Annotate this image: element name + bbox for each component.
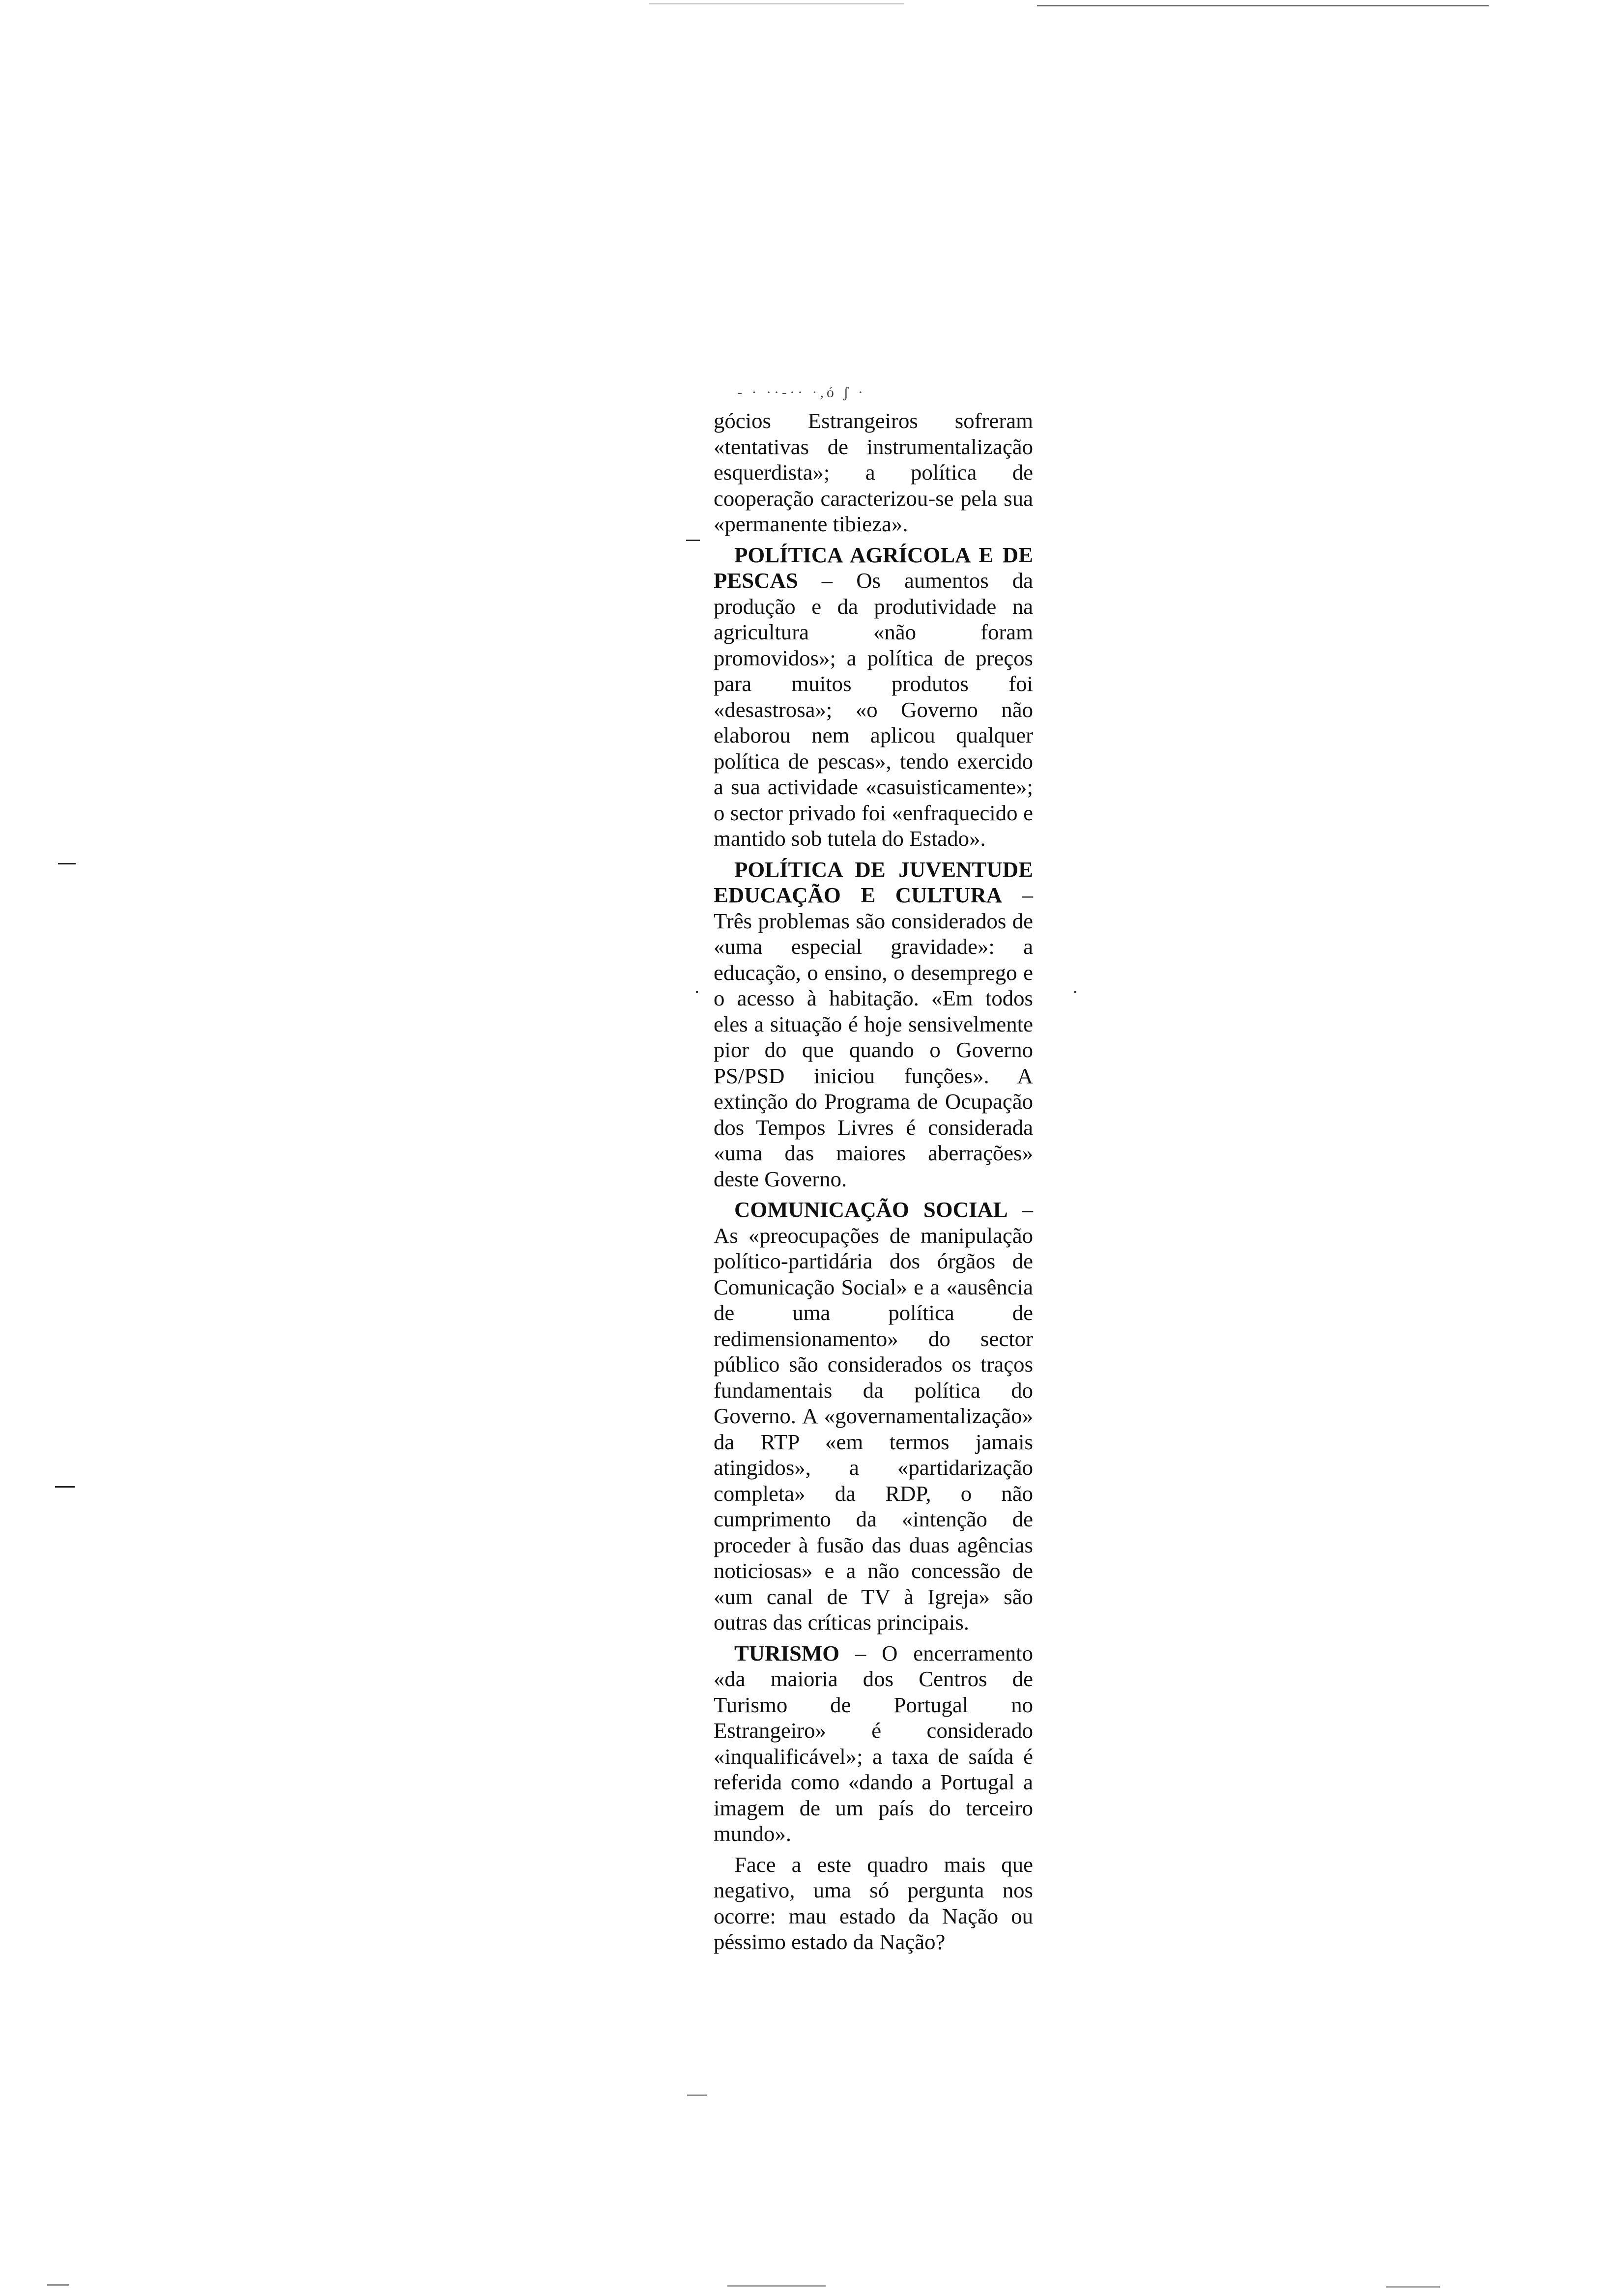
- margin-speck: [686, 540, 700, 541]
- paragraph-text: – O encerramento «da maioria dos Centros de Turismo de Portugal no Estrangeiro» é considerado «inqualificável»; a taxa de saída é referida como «dando a Portugal a imagem de um país do terceiro mundo».: [714, 1640, 1033, 1846]
- paragraph-text: – Os aumentos da produção e da produtividade na agricultura «não foram promovidos»; a política de preços para muitos produtos foi «desastrosa»; «o Governo não elaborou nem aplicou qualquer política de pescas», tendo exercido a sua actividade «casuisticamente»; o sector privado foi «enfraquecido e mantido sob tutela do Estado».: [714, 568, 1033, 851]
- section-heading: COMUNICAÇÃO SOCIAL: [734, 1197, 1008, 1222]
- margin-speck: [58, 863, 76, 864]
- paragraph-text: gócios Estrangeiros sofreram «tentativas de instrumentalização esquerdista»; a política de cooperação caracterizou-se pela sua «permanente tibieza».: [714, 408, 1033, 536]
- bottom-noise: [1386, 2286, 1440, 2288]
- bottom-noise: [47, 2284, 69, 2286]
- paragraph-text: – Três problemas são considerados de «uma especial gravidade»: a educação, o ensino, o desemprego e o acesso à habitação. «Em todos eles a situação é hoje sensivelmente pior do que quando o Governo PS/PSD iniciou funções». A extinção do Programa de Ocupação dos Tempos Livres é considerada «uma das maiores aberrações» deste Governo.: [714, 883, 1033, 1191]
- paragraph-text: – As «preocupações de manipulação político-partidária dos órgãos de Comunicação Social» e a «ausência de uma política de redimensionamento» do sector público são considerados os traços fundamentais da política do Governo. A «governamentalização» da RTP «em termos jamais atingidos», a «partidarização completa» da RDP, o não cumprimento da «intenção de proceder à fusão das duas agências noticiosas» e a não concessão de «um canal de TV à Igreja» são outras das críticas principais.: [714, 1197, 1033, 1635]
- section-heading: POLÍTICA AGRÍCOLA E DE PESCAS: [714, 542, 1033, 593]
- margin-speck: [696, 991, 698, 993]
- header-fragment: - · ··-·· ·,ó ʃ ·: [737, 384, 866, 401]
- margin-speck: [55, 1486, 75, 1488]
- article-column: [714, 408, 1033, 1955]
- paragraph-conclusao: [714, 1852, 1033, 1955]
- paragraph-juventude: [714, 857, 1033, 1192]
- bottom-noise: [727, 2285, 826, 2287]
- paragraph-agricultura: [714, 542, 1033, 852]
- top-rule-left: [649, 3, 904, 4]
- paragraph-turismo: [714, 1640, 1033, 1847]
- margin-speck: [1074, 991, 1076, 993]
- section-heading: POLÍTICA DE JUVENTUDE EDUCAÇÃO E CULTURA: [714, 857, 1033, 907]
- paragraph-text: Face a este quadro mais que negativo, uma só pergunta nos ocorre: mau estado da Nação ou péssimo estado da Nação?: [714, 1852, 1033, 1954]
- paragraph-continuation: [714, 408, 1033, 537]
- margin-speck: [687, 2095, 707, 2096]
- section-heading: TURISMO: [734, 1640, 840, 1665]
- paragraph-comunicacao: [714, 1197, 1033, 1636]
- top-rule-right: [1037, 5, 1489, 6]
